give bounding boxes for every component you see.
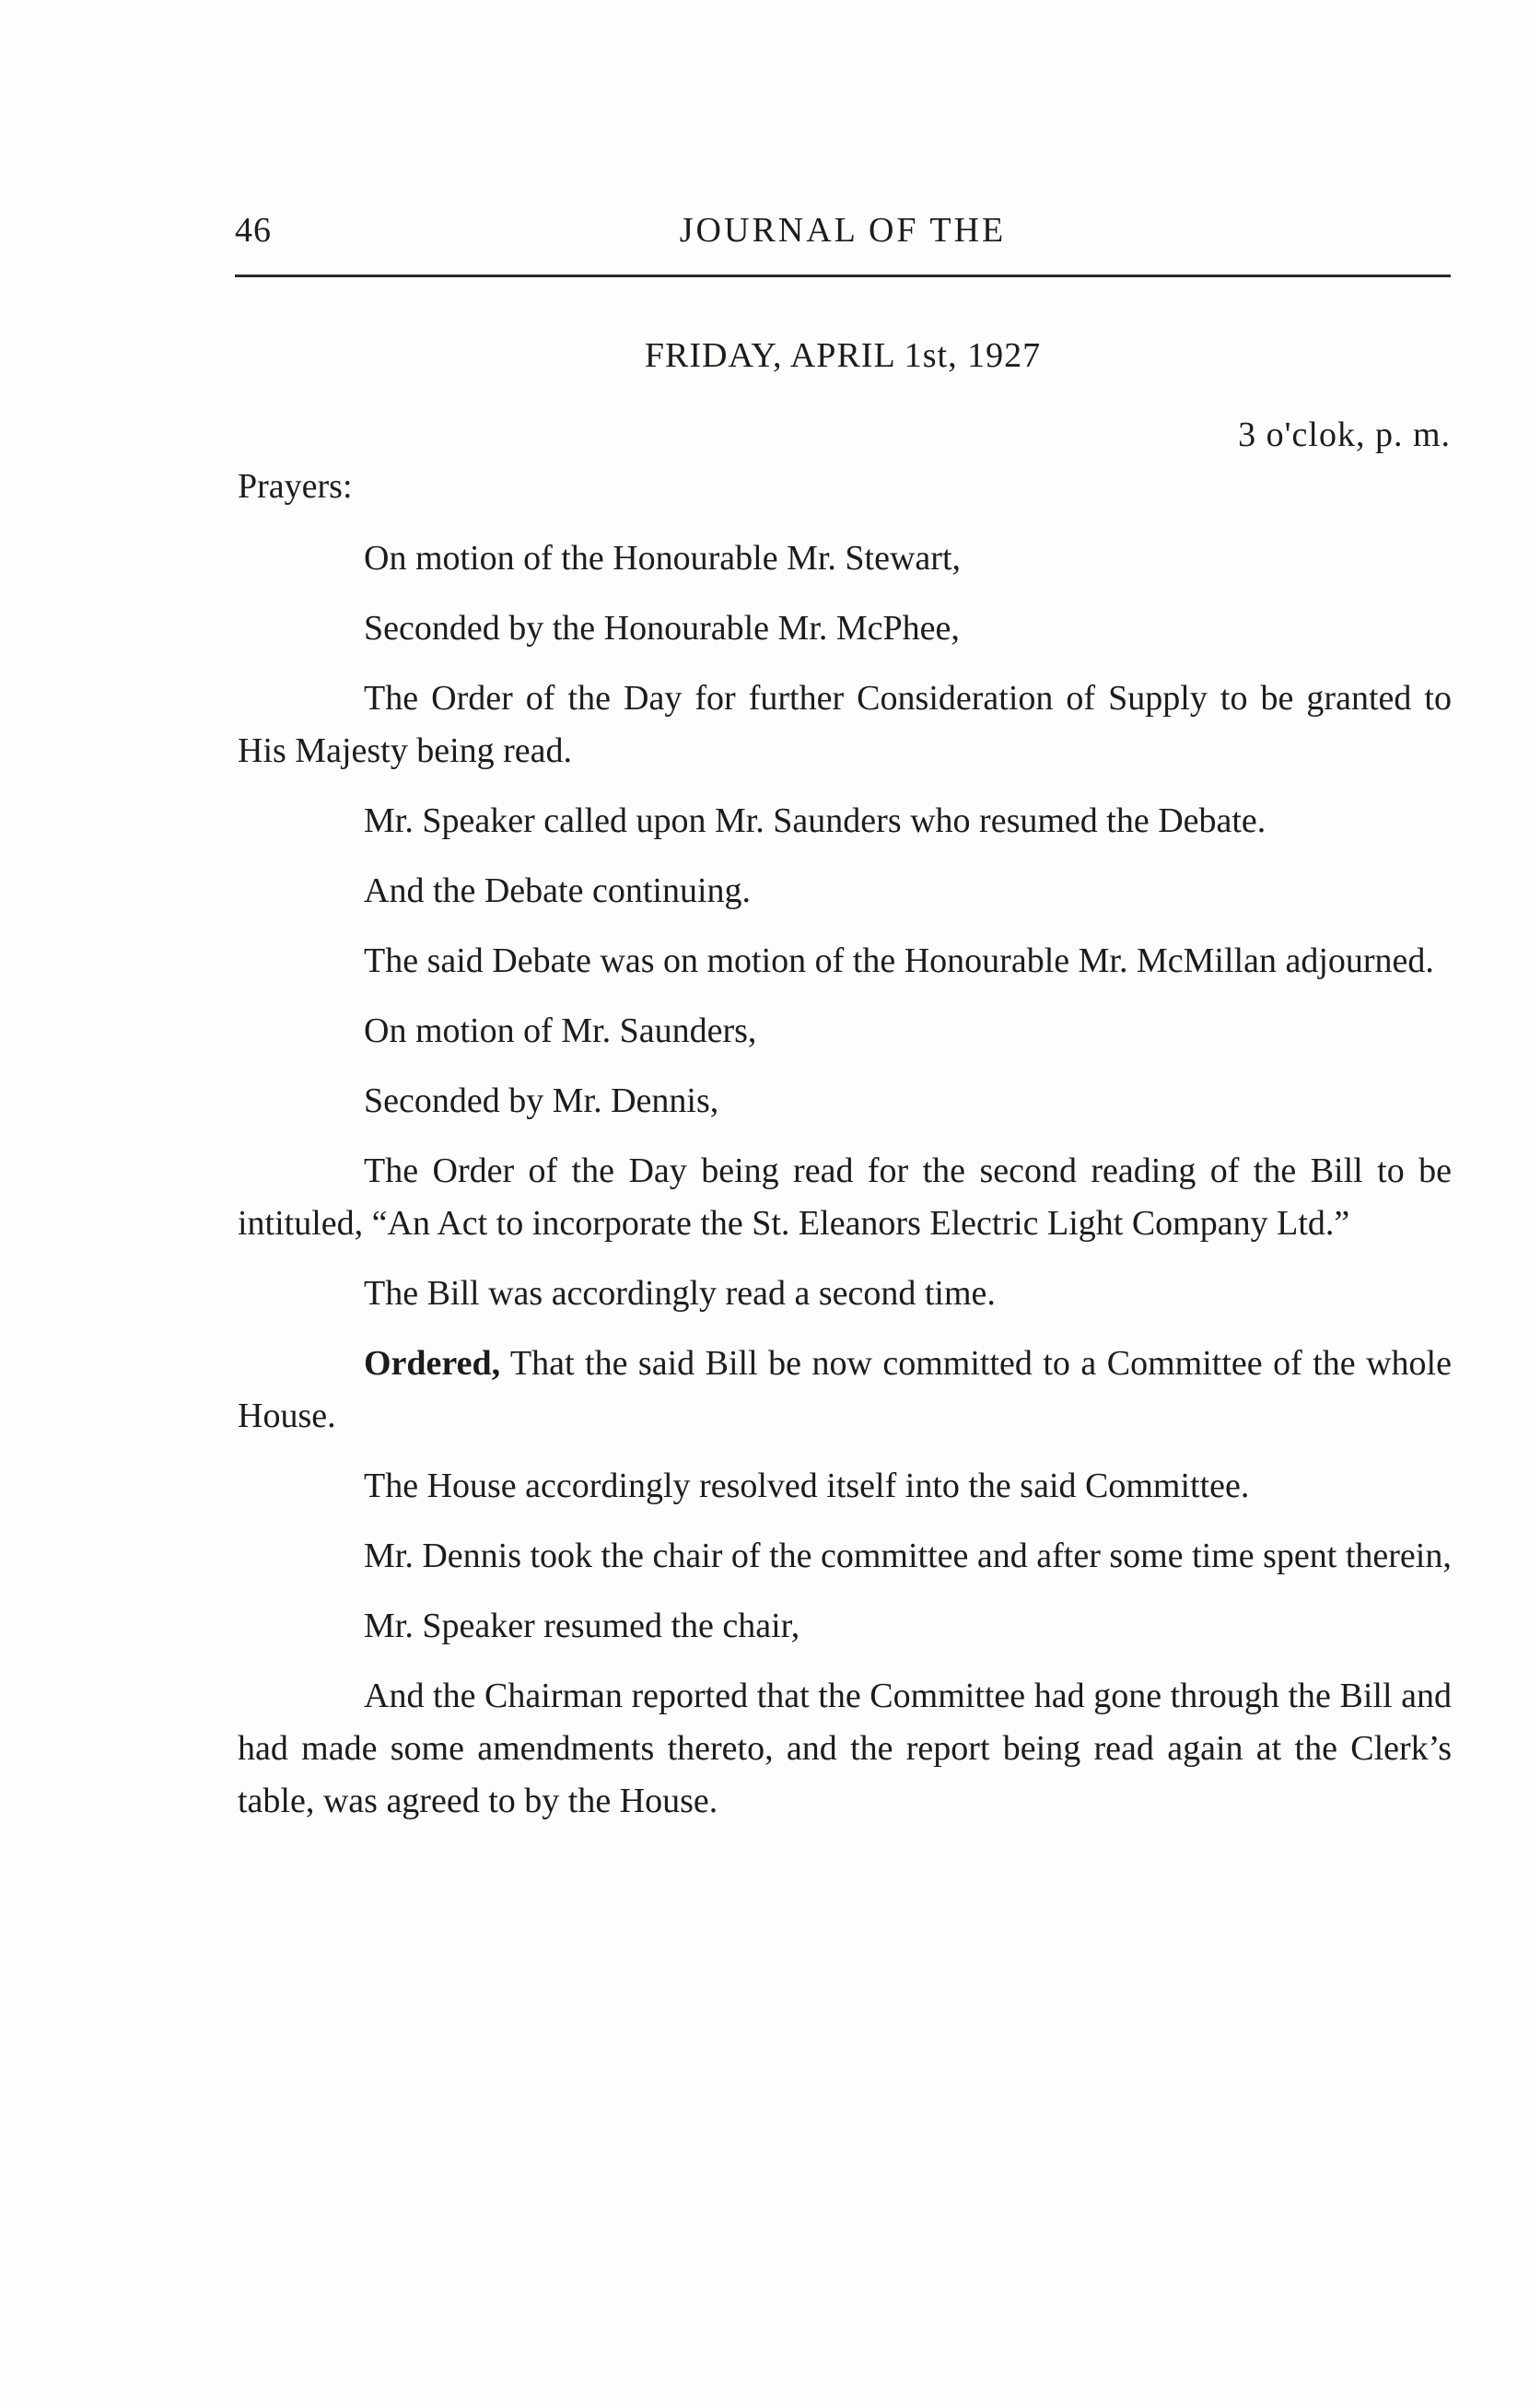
debate-continuing-paragraph: And the Debate continuing. [364,871,752,910]
ordered-word: Ordered, [364,1344,501,1383]
date-heading: FRIDAY, APRIL 1st, 1927 [644,336,1042,375]
motion-paragraph: On motion of the Honourable Mr. Stewart, [364,539,962,578]
motion-paragraph: On motion of Mr. Saunders, [364,1011,757,1050]
time-of-sitting: 3 o'clok, p. m. [1238,415,1451,454]
committee-resolved-paragraph: The House accordingly resolved itself into the said Committee. [364,1467,1250,1505]
prayers-label: Prayers: [238,467,353,506]
chairman-report-paragraph: And the Chairman reported that the Committee had gone through the Bill and had made some amendments thereto, and the report being read again at the Clerk’s table, was agreed to by the House. [238,1677,1452,1820]
second-reading-paragraph: The Order of the Day being read for the second reading of the Bill to be intituled, “An Act to incorporate the St. Eleanors Electric Light Company Ltd.” [238,1151,1452,1243]
journal-body [238,461,1452,1828]
bill-read-paragraph: The Bill was accordingly read a second time. [364,1274,996,1313]
running-head [235,210,1451,265]
ordered-paragraph [238,1338,1452,1443]
order-of-day-paragraph: The Order of the Day for further Consideration of Supply to be granted to His Majesty being read. [238,679,1452,770]
page-number: 46 [235,211,272,250]
seconder-paragraph: Seconded by the Honourable Mr. McPhee, [364,609,960,648]
seconder-paragraph: Seconded by Mr. Dennis, [364,1081,719,1120]
header-rule [235,275,1451,277]
speaker-resumed-paragraph: Mr. Speaker resumed the chair, [364,1607,800,1645]
chair-paragraph: Mr. Dennis took the chair of the committee and after some time spent therein, [364,1537,1452,1575]
ordered-text: That the said Bill be now committed to a Committee of the whole House. [238,1344,1452,1435]
debate-adjourned-paragraph: The said Debate was on motion of the Honourable Mr. McMillan adjourned. [364,941,1434,980]
journal-title: JOURNAL OF THE [679,211,1007,250]
speaker-paragraph: Mr. Speaker called upon Mr. Saunders who resumed the Debate. [364,801,1266,840]
